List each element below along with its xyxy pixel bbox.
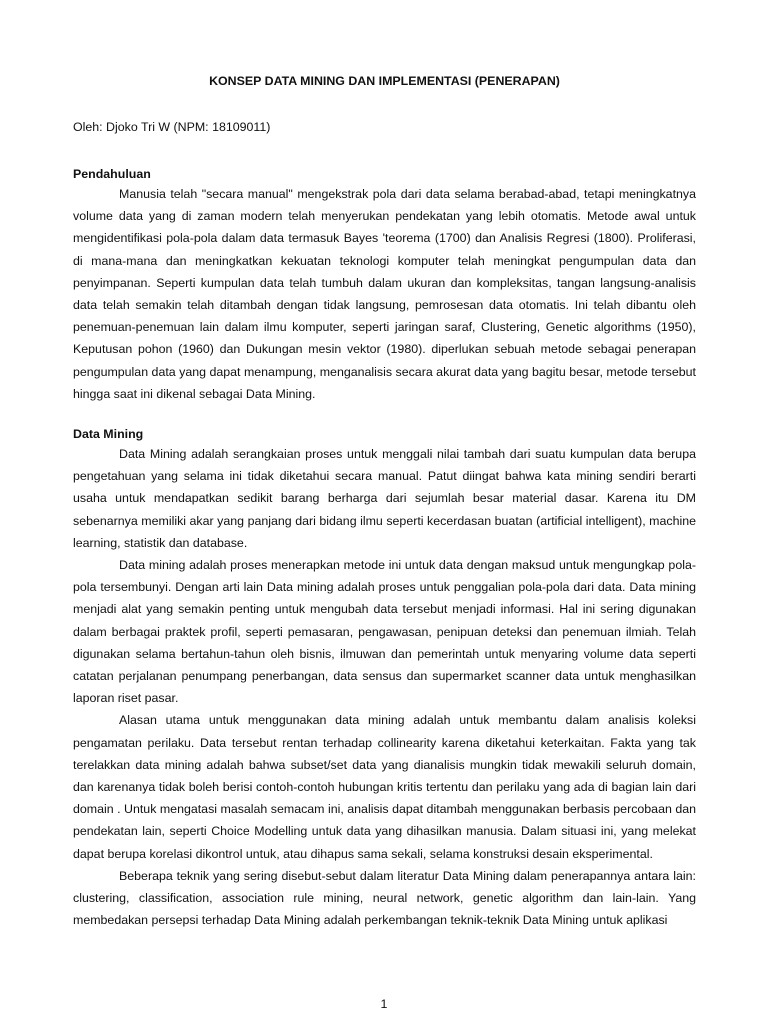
paragraph: Alasan utama untuk menggunakan data mining adalah untuk membantu dalam analisis koleksi pengamatan perilaku. Data tersebut rentan terhadap collinearity karena diketahui keterkaitan. Fakta yang tak terelakkan data mining adalah bahwa subset/set data yang dianalisis mungkin tidak mewakili seluruh domain, dan karenanya tidak boleh berisi contoh-contoh hubungan kritis tertentu dan perilaku yang ada di bagian lain dari domain . Untuk mengatasi masalah semacam ini, analisis dapat ditambah menggunakan berbasis percobaan dan pendekatan lain, seperti Choice Modelling untuk data yang dihasilkan manusia. Dalam situasi ini, yang melekat dapat berupa korelasi dikontrol untuk, atau dihapus sama sekali, selama konstruksi desain eksperimental. (73, 713, 696, 861)
paragraph: Manusia telah "secara manual" mengekstrak pola dari data selama berabad-abad, tetapi meningkatnya volume data yang di zaman modern telah menyerukan pendekatan yang lebih otomatis. Metode awal untuk mengidentifikasi pola-pola dalam data termasuk Bayes 'teorema (1700) dan Analisis Regresi (1800). Proliferasi, di mana-mana dan meningkatkan kekuatan teknologi komputer telah meningkat pengumpulan data dan penyimpanan. Seperti kumpulan data telah tumbuh dalam ukuran dan kompleksitas, tangan langsung-analisis data telah semakin telah ditambah dengan tidak langsung, pemrosesan data otomatis. Ini telah dibantu oleh penemuan-penemuan lain dalam ilmu komputer, seperti jaringan saraf, Clustering, Genetic algorithms (1950), Keputusan pohon (1960) dan Dukungan mesin vektor (1980). diperlukan sebuah metode sebagai penerapan pengumpulan data yang dapat menampung, menganalisis secara akurat data yang bagitu besar, metode tersebut hingga saat ini dikenal sebagai Data Mining. (73, 187, 696, 401)
page-number: 1 (380, 997, 388, 1011)
paragraph: Data Mining adalah serangkaian proses untuk menggali nilai tambah dari suatu kumpulan data berupa pengetahuan yang selama ini tidak diketahui secara manual. Patut diingat bahwa kata mining sendiri berarti usaha untuk mendapatkan sedikit barang berharga dari sejumlah besar material dasar. Karena itu DM sebenarnya memiliki akar yang panjang dari bidang ilmu seperti kecerdasan buatan (artificial intelligent), machine learning, statistik dan database. (73, 447, 696, 550)
section-heading-pendahuluan: Pendahuluan (73, 167, 151, 181)
author-line: Oleh: Djoko Tri W (NPM: 18109011) (73, 120, 271, 134)
document-page (73, 72, 696, 932)
paragraph: Data mining adalah proses menerapkan metode ini untuk data dengan maksud untuk mengungkap pola-pola tersembunyi. Dengan arti lain Data mining adalah proses untuk penggalian pola-pola dari data. Data mining menjadi alat yang semakin penting untuk mengubah data tersebut menjadi informasi. Hal ini sering digunakan dalam berbagai praktek profil, seperti pemasaran, pengawasan, penipuan deteksi dan penemuan ilmiah. Telah digunakan selama bertahun-tahun oleh bisnis, ilmuwan dan pemerintah untuk menyaring volume data seperti catatan perjalanan penumpang penerbangan, data sensus dan supermarket scanner data untuk menghasilkan laporan riset pasar. (73, 558, 696, 706)
paragraph: Beberapa teknik yang sering disebut-sebut dalam literatur Data Mining dalam penerapannya antara lain: clustering, classification, association rule mining, neural network, genetic algorithm dan lain-lain. Yang membedakan persepsi terhadap Data Mining adalah perkembangan teknik-teknik Data Mining untuk aplikasi (73, 868, 696, 928)
section-heading-data-mining: Data Mining (73, 427, 144, 442)
document-title: KONSEP DATA MINING DAN IMPLEMENTASI (PENERAPAN) (209, 74, 560, 88)
